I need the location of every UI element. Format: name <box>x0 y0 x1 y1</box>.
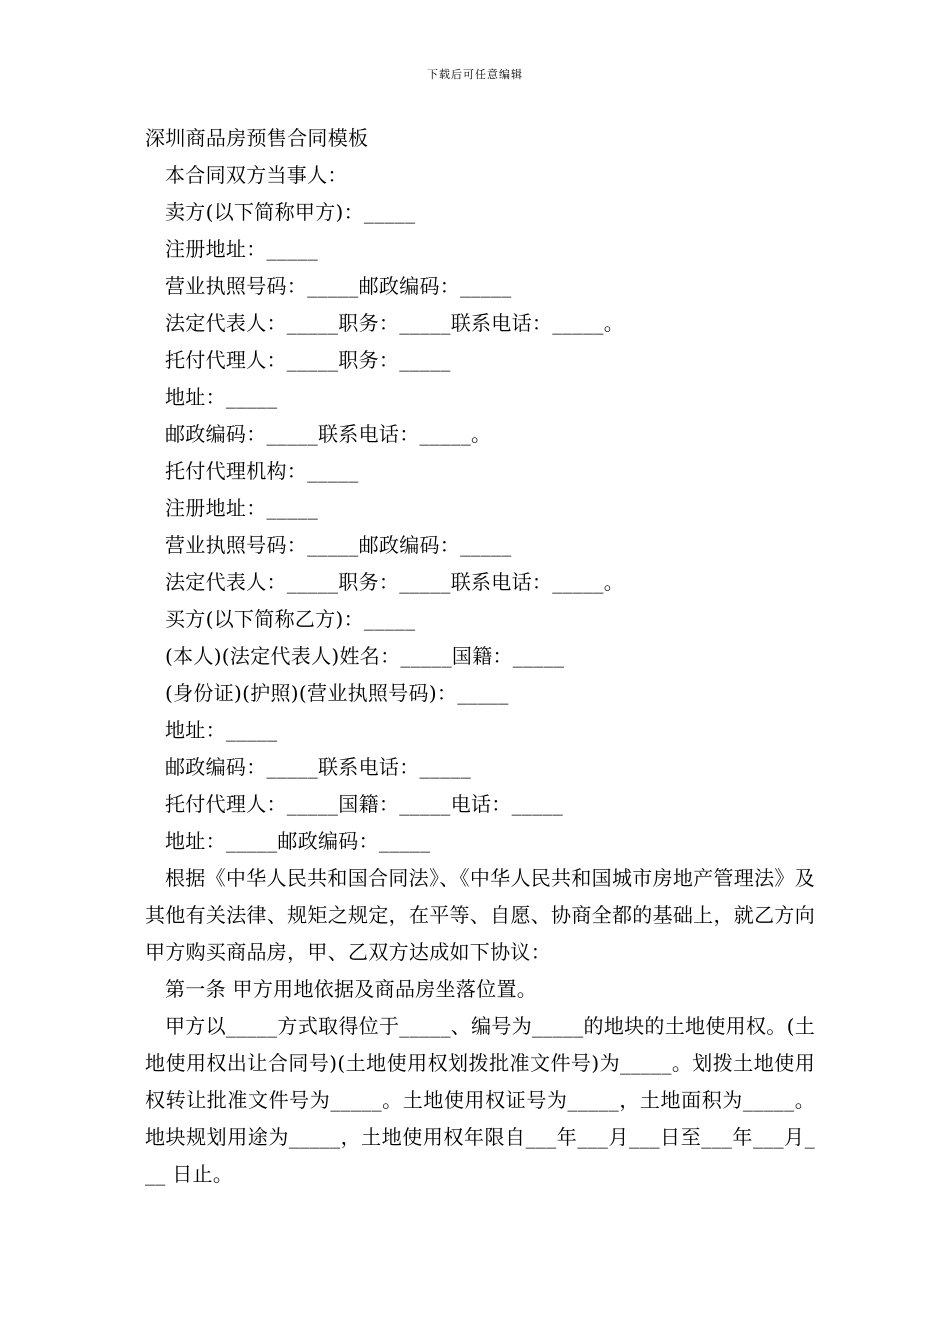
contract-line: 本合同双方当事人： <box>165 163 348 187</box>
article-1-heading: 第一条 甲方用地依据及商品房坐落位置。 <box>165 977 538 1001</box>
contract-line: 托付代理人：_____国籍：_____电话：_____ <box>165 792 564 816</box>
contract-line: 地址：_____邮政编码：_____ <box>165 829 431 853</box>
article-1-body: 甲方以_____方式取得位于_____、编号为_____的地块的土地使用权。(土地使用权出让合同号)(土地使用权划拨批准文件号)为_____。划拨土地使用权转让批准文件号为_____。土地使用权证号为_____，土地面积为_____。地块规划用途为_____，土地使用权年限自___年___月___日至___年___月___ 日止。 <box>145 1014 815 1186</box>
contract-line: 注册地址：_____ <box>165 496 318 520</box>
contract-line: 地址：_____ <box>165 385 278 409</box>
contract-line: 邮政编码：_____联系电话：_____ <box>165 755 471 779</box>
contract-line: 注册地址：_____ <box>165 237 318 261</box>
basis-paragraph: 根据《中华人民共和国合同法》、《中华人民共和国城市房地产管理法》及其他有关法律、规矩之规定，在平等、自愿、协商全都的基础上，就乙方向甲方购买商品房，甲、乙双方达成如下协议： <box>145 866 815 964</box>
contract-line: 托付代理人：_____职务：_____ <box>165 348 451 372</box>
contract-line: (本人)(法定代表人)姓名：_____国籍：_____ <box>165 644 565 668</box>
contract-body <box>145 120 815 1193</box>
contract-line: 卖方(以下简称甲方)：_____ <box>165 200 416 224</box>
document-title: 深圳商品房预售合同模板 <box>145 126 369 150</box>
contract-line: 法定代表人：_____职务：_____联系电话：_____。 <box>165 311 624 335</box>
contract-line: 营业执照号码：_____邮政编码：_____ <box>165 533 512 557</box>
contract-line: 托付代理机构：_____ <box>165 459 359 483</box>
contract-line: (身份证)(护照)(营业执照号码)：_____ <box>165 681 509 705</box>
contract-line: 法定代表人：_____职务：_____联系电话：_____。 <box>165 570 624 594</box>
contract-line: 邮政编码：_____联系电话：_____。 <box>165 422 492 446</box>
contract-line: 营业执照号码：_____邮政编码：_____ <box>165 274 512 298</box>
contract-line: 地址：_____ <box>165 718 278 742</box>
header-note: 下载后可任意编辑 <box>427 68 523 81</box>
contract-line: 买方(以下简称乙方)：_____ <box>165 607 416 631</box>
